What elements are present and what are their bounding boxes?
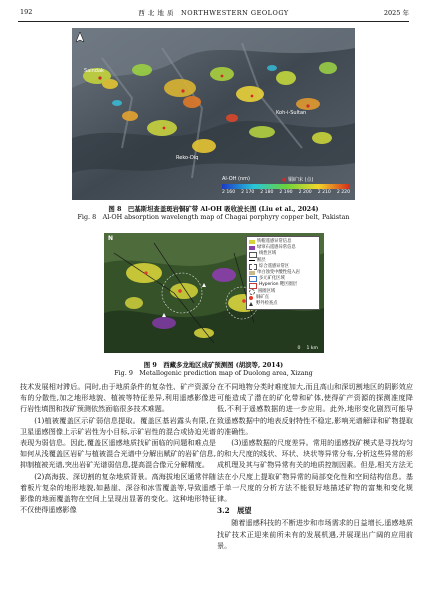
swatch-icon — [249, 283, 257, 289]
legend-item: 铁帽遥感异常信息 — [249, 239, 317, 245]
triangle-icon — [249, 302, 253, 306]
line-icon — [249, 260, 255, 261]
map-label-koh-i-sultan: Koh-i-Sultan — [276, 110, 307, 116]
swatch-icon — [249, 271, 255, 275]
circle-icon — [249, 289, 255, 295]
journal-title: 西 北 地 质 NORTHWESTERN GEOLOGY — [138, 9, 289, 17]
legend-item: 绿帘石遥感异常信息 — [249, 245, 317, 251]
legend-item: 野外检查点 — [249, 301, 317, 307]
legend-item: Hyperion 靶区圈层 — [249, 282, 317, 288]
figure-8-map — [72, 28, 355, 200]
figure-8-caption: 图 8 巴基斯坦查盖斑岩铜矿带 Al-OH 吸收波长图 (Liu et al., 2024) Fig. 8 Al-OH absorption wavelength map of Chagai porphyry copper belt, Pakistan — [77, 205, 350, 221]
swatch-icon — [249, 240, 255, 244]
copper-point-icon — [249, 296, 253, 300]
figure-8-legend — [222, 176, 352, 198]
swatch-icon — [249, 276, 257, 282]
swatch-icon — [249, 264, 257, 270]
figure-9-caption: 图 9 西藏多龙地区成矿预测图 (胡滨等, 2014) Fig. 9 Metallogenic prediction map of Duolong area, Xizang — [114, 361, 313, 377]
paragraph: (3)遥感数据的尺度差异。常用的遥感找矿模式是寻找均匀的和大尺度的线状、环状、块状等异常分布,分析这些异常的形成机理及其与矿物异常有关的地质控制因素。但是,相关方法无法在小尺度上提取矿物异常的局部变化性和空间结构信息。基于单一尺度的分析方法不能很好地描述矿物的富集和变化规律。 — [217, 438, 413, 504]
figure-9-map — [104, 233, 324, 353]
legend-item: 线性区域 — [249, 251, 317, 257]
legend-item: 单白蚀变中酸性侵入岩 — [249, 270, 317, 276]
section-heading: 3.2 展望 — [217, 506, 252, 516]
scale-bar: 0 1 km — [297, 346, 318, 351]
legend-al-oh-title: Al-OH (nm) — [222, 176, 250, 182]
swatch-icon — [249, 246, 255, 250]
legend-item: 综合遥感异常区 — [249, 264, 317, 270]
map-label-saindak: Saindak — [84, 68, 104, 74]
north-arrow-icon: N — [108, 235, 114, 242]
running-header — [14, 8, 413, 20]
body-column-left — [20, 381, 216, 515]
page-number: 192 — [20, 8, 33, 16]
journal-year: 2025 年 — [383, 9, 409, 17]
figure-9-legend — [246, 236, 320, 310]
swatch-icon — [249, 252, 257, 258]
legend-scale-values: 2 160 2 170 2 180 2 190 2 200 2 210 2 220 — [222, 190, 350, 195]
paragraph: 技术发展相对滞后。同时,由于地质条件的复杂性、矿产资源分布的分散性,加之地形地貌、植被等特征差异,利用遥感影像进行岩性填图和找矿预测依然面临很多技术难题。 — [20, 382, 216, 414]
legend-copper-point: ● 铜矿床 (点) — [282, 177, 314, 183]
map-label-reko-diq: Reko-Diq — [176, 155, 199, 161]
legend-item: 断层 — [249, 258, 317, 264]
header-rule — [18, 21, 409, 22]
legend-item: 多元矿化区域 — [249, 276, 317, 282]
legend-item: 圆圈区域 — [249, 289, 317, 295]
paragraph: 随着遥感科技的不断进步和市场需求的日益增长,遥感地质找矿技术正迎来前所未有的发展机遇,并展现出广阔的应用前景。 — [217, 518, 413, 550]
paragraph: 在不同地物分类时难度加大,而且高山和深切割地区的阴影效应可能造成了潜在的矿化带和矿体,使得矿产资源的探测准度降低,不利于遥感数据的进一步应用。此外,地形变化剧烈可能导致遥感数据中的地表反射特性不稳定,影响光谱解译和矿物提取的准确性。 — [217, 382, 413, 436]
paragraph: (2)高海拔、深切割的复杂地质背景。高海拔地区通常伴随着板片复杂的地形地貌,如悬崖、深谷和冰雪覆盖等,导致遥感影像的地面覆盖物在空间上呈现出显著的变化。这种地形特征不仅使得遥感影像 — [20, 471, 216, 515]
copper-point-icon: ● — [282, 177, 287, 183]
paragraph: (1)植被覆盖区示矿弱信息提取。覆盖区基岩露头有限,在卫星遥感图像上示矿岩性为小目标,示矿岩性的混合或协迫光谱表现为弱信息。因此,覆盖区遥感地质找矿面临的问题和难点是如何从浅覆盖区岩矿与植被混合光谱中分解出赋矿的岩矿信息,抑制植被光谱,突出岩矿光谱弱信息,提高混合像元分解精度。 — [20, 415, 216, 470]
legend-item: 铜矿点 — [249, 295, 317, 301]
legend-color-bar — [222, 184, 350, 189]
body-column-right — [217, 381, 413, 551]
